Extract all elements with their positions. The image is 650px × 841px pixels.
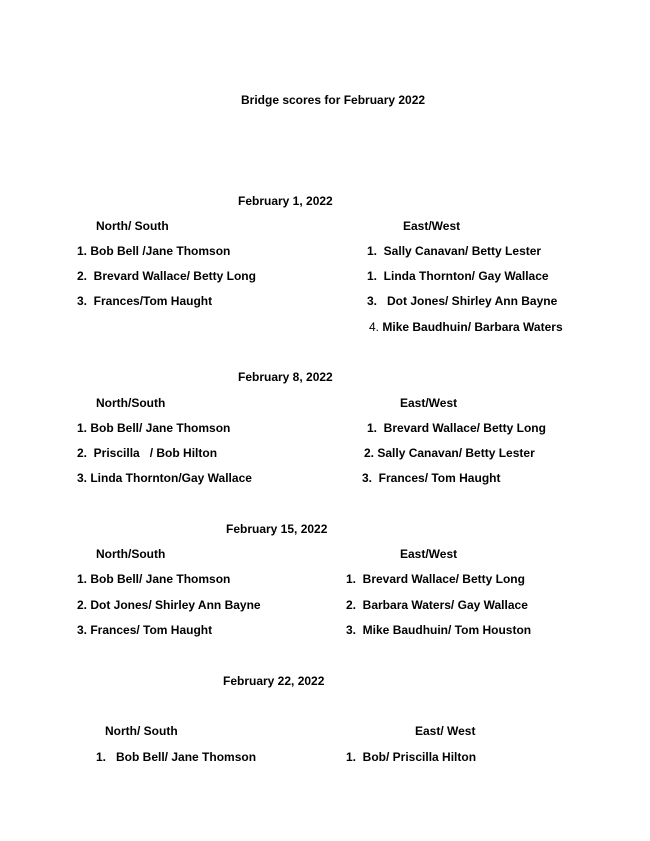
ns-result: 3. Linda Thornton/Gay Wallace [77,471,252,485]
ns-result: 2. Priscilla / Bob Hilton [77,446,218,460]
ew-result: 1. Brevard Wallace/ Betty Long [367,421,546,435]
ew-result: 3. Dot Jones/ Shirley Ann Bayne [367,294,558,308]
ns-result: 1. Bob Bell/ Jane Thomson [77,421,231,435]
ew-result: 1. Bob/ Priscilla Hilton [346,750,477,764]
ns-header: North/ South [96,219,169,233]
ns-result: 1. Bob Bell/ Jane Thomson [96,750,257,764]
ew-result-number: 4. [369,320,380,334]
section-date: February 1, 2022 [238,194,333,208]
ns-header: North/South [96,547,166,561]
ew-result: 1. Brevard Wallace/ Betty Long [346,572,525,586]
ew-header: East/ West [415,724,476,738]
ns-result: 3. Frances/Tom Haught [77,294,213,308]
ew-header: East/West [400,396,458,410]
ew-header: East/West [400,547,458,561]
ew-result: 1. Linda Thornton/ Gay Wallace [367,269,549,283]
ew-result: 2. Sally Canavan/ Betty Lester [364,446,535,460]
ns-result: 2. Dot Jones/ Shirley Ann Bayne [77,598,261,612]
section-date: February 15, 2022 [226,522,328,536]
ns-header: North/South [96,396,166,410]
ew-result [369,320,563,334]
ns-result: 3. Frances/ Tom Haught [77,623,213,637]
ew-result: 1. Sally Canavan/ Betty Lester [367,244,542,258]
ns-result: 1. Bob Bell/ Jane Thomson [77,572,231,586]
ew-result: 3. Mike Baudhuin/ Tom Houston [346,623,532,637]
ew-header: East/West [403,219,461,233]
ns-header: North/ South [105,724,178,738]
ew-result-names: Mike Baudhuin/ Barbara Waters [382,320,563,334]
ns-result: 2. Brevard Wallace/ Betty Long [77,269,256,283]
ew-result: 3. Frances/ Tom Haught [362,471,501,485]
ns-result: 1. Bob Bell /Jane Thomson [77,244,231,258]
page-title: Bridge scores for February 2022 [241,93,426,107]
section-date: February 22, 2022 [223,674,325,688]
ew-result: 2. Barbara Waters/ Gay Wallace [346,598,528,612]
section-date: February 8, 2022 [238,370,333,384]
